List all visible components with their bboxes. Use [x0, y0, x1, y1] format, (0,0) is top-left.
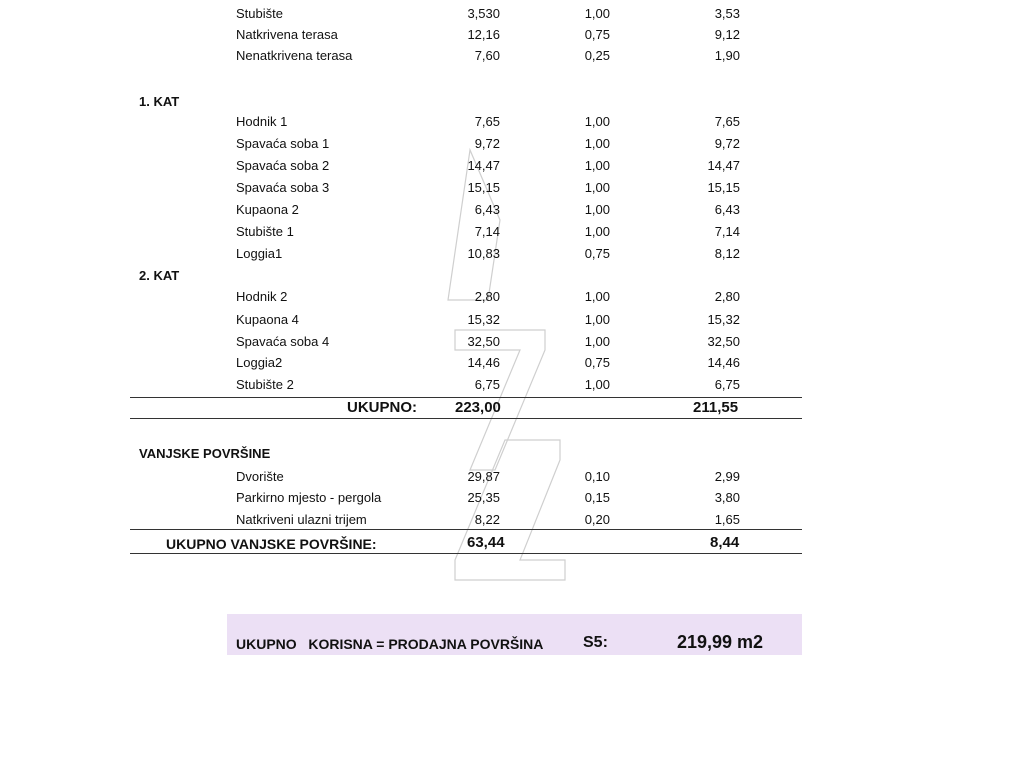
room-net-area: 9,12: [714, 27, 740, 42]
room-name: Spavaća soba 4: [236, 334, 330, 349]
room-area: 14,47: [467, 158, 500, 173]
room-coefficient: 1,00: [584, 136, 610, 151]
room-area: 14,46: [467, 355, 500, 370]
section-heading-vanjske: VANJSKE POVRŠINE: [139, 446, 271, 461]
room-net-area: 14,47: [707, 158, 740, 173]
room-coefficient: 1,00: [584, 224, 610, 239]
room-area: 32,50: [467, 334, 500, 349]
section-heading-kat1: 1. KAT: [139, 94, 180, 109]
room-name: Parkirno mjesto - pergola: [236, 490, 382, 505]
grand-total-value: 219,99 m2: [677, 632, 764, 652]
divider-line: [130, 397, 802, 398]
ukupno-net-total: 211,55: [693, 399, 739, 416]
table-row: [0, 374, 1024, 396]
room-name: Natkrivena terasa: [236, 27, 338, 42]
table-row: [0, 509, 1024, 531]
table-row: [0, 111, 1024, 133]
room-coefficient: 1,00: [584, 114, 610, 129]
room-name: Stubište: [236, 6, 283, 21]
room-coefficient: 0,10: [584, 469, 610, 484]
ukupno-vanjske-label: UKUPNO VANJSKE POVRŠINE:: [166, 536, 377, 552]
room-coefficient: 1,00: [584, 377, 610, 392]
room-net-area: 3,53: [714, 6, 740, 21]
room-net-area: 8,12: [714, 246, 740, 261]
table-row: [0, 3, 1024, 25]
room-name: Kupaona 2: [236, 202, 299, 217]
room-net-area: 6,43: [714, 202, 740, 217]
table-row: [0, 199, 1024, 221]
table-row: [0, 221, 1024, 243]
room-coefficient: 0,25: [584, 48, 610, 63]
room-name: Stubište 2: [236, 377, 294, 392]
table-row: [0, 487, 1024, 509]
section-heading-kat2: 2. KAT: [139, 268, 180, 283]
table-row: [0, 243, 1024, 265]
room-net-area: 2,80: [714, 289, 740, 304]
grand-total-box: [227, 614, 802, 655]
room-coefficient: 0,75: [584, 27, 610, 42]
room-name: Hodnik 2: [236, 289, 288, 304]
table-row: [0, 155, 1024, 177]
room-area: 7,60: [474, 48, 500, 63]
room-net-area: 3,80: [714, 490, 740, 505]
room-net-area: 15,15: [707, 180, 740, 195]
ukupno-vanjske-net-total: 8,44: [710, 534, 740, 551]
room-area: 3,530: [467, 6, 500, 21]
ukupno-area-total: 223,00: [455, 399, 501, 416]
room-name: Spavaća soba 2: [236, 158, 330, 173]
ukupno-label: UKUPNO:: [347, 399, 417, 416]
room-net-area: 1,65: [714, 512, 740, 527]
room-net-area: 7,14: [714, 224, 740, 239]
table-row: [0, 309, 1024, 331]
divider-line: [130, 529, 802, 530]
room-name: Loggia2: [236, 355, 283, 370]
grand-total-label: UKUPNO KORISNA = PRODAJNA POVRŠINA: [236, 636, 544, 652]
room-coefficient: 1,00: [584, 312, 610, 327]
room-area: 15,15: [467, 180, 500, 195]
table-row: [0, 286, 1024, 308]
table-row: [0, 45, 1024, 67]
room-name: Stubište 1: [236, 224, 294, 239]
table-row: [0, 177, 1024, 199]
room-net-area: 14,46: [707, 355, 740, 370]
room-area: 15,32: [467, 312, 500, 327]
room-name: Dvorište: [236, 469, 284, 484]
room-net-area: 32,50: [707, 334, 740, 349]
room-net-area: 7,65: [714, 114, 740, 129]
room-coefficient: 0,75: [584, 246, 610, 261]
room-coefficient: 0,20: [584, 512, 610, 527]
room-coefficient: 0,75: [584, 355, 610, 370]
room-name: Hodnik 1: [236, 114, 288, 129]
room-area: 29,87: [467, 469, 500, 484]
room-area: 7,65: [474, 114, 500, 129]
room-net-area: 2,99: [714, 469, 740, 484]
grand-total-code: S5:: [583, 634, 608, 651]
ukupno-vanjske-area-total: 63,44: [467, 534, 505, 551]
room-area: 25,35: [467, 490, 500, 505]
divider-line: [130, 418, 802, 419]
room-net-area: 6,75: [714, 377, 740, 392]
room-coefficient: 1,00: [584, 202, 610, 217]
room-net-area: 15,32: [707, 312, 740, 327]
table-row: [0, 352, 1024, 374]
room-name: Loggia1: [236, 246, 283, 261]
room-net-area: 1,90: [714, 48, 740, 63]
divider-line: [130, 553, 802, 554]
table-row: [0, 133, 1024, 155]
room-area: 2,80: [474, 289, 500, 304]
table-row: [0, 24, 1024, 46]
room-coefficient: 1,00: [584, 6, 610, 21]
room-area: 9,72: [474, 136, 500, 151]
room-name: Spavaća soba 1: [236, 136, 330, 151]
room-coefficient: 1,00: [584, 334, 610, 349]
room-coefficient: 1,00: [584, 158, 610, 173]
room-name: Spavaća soba 3: [236, 180, 330, 195]
room-net-area: 9,72: [714, 136, 740, 151]
room-name: Nenatkrivena terasa: [236, 48, 353, 63]
room-coefficient: 1,00: [584, 180, 610, 195]
room-area: 10,83: [467, 246, 500, 261]
room-name: Natkriveni ulazni trijem: [236, 512, 367, 527]
room-coefficient: 0,15: [584, 490, 610, 505]
room-name: Kupaona 4: [236, 312, 299, 327]
table-row: [0, 466, 1024, 488]
room-coefficient: 1,00: [584, 289, 610, 304]
room-area: 6,43: [474, 202, 500, 217]
room-area: 6,75: [474, 377, 500, 392]
room-area: 7,14: [474, 224, 500, 239]
table-row: [0, 331, 1024, 353]
room-area: 12,16: [467, 27, 500, 42]
room-area: 8,22: [474, 512, 500, 527]
